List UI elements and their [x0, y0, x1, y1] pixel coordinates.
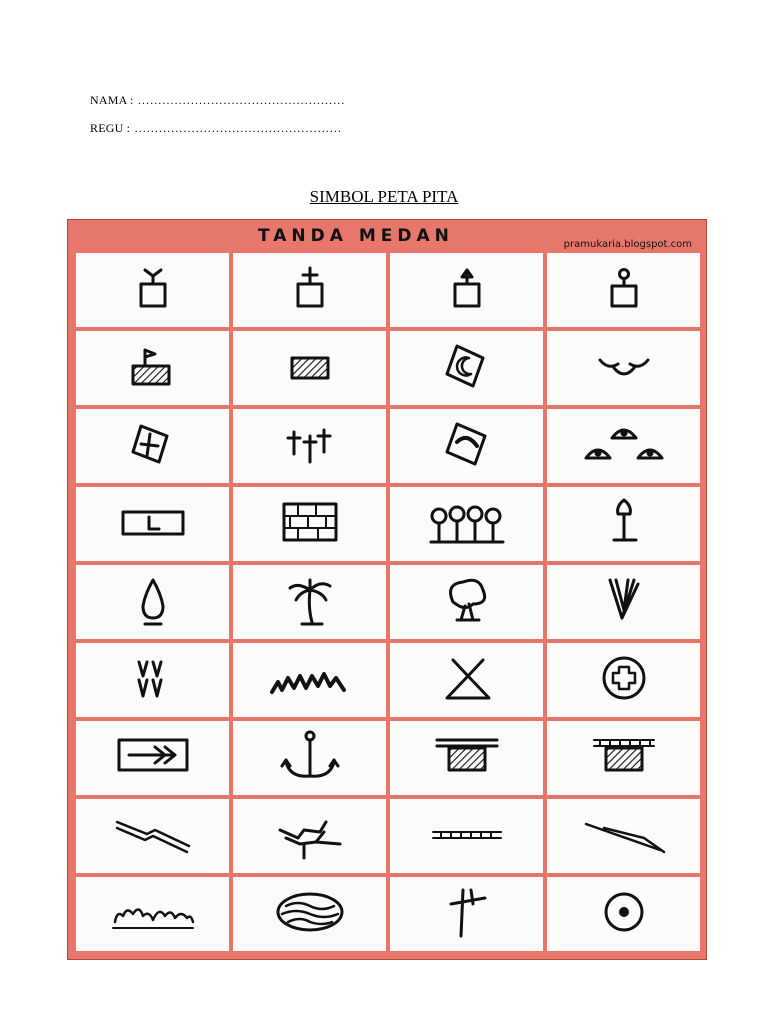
- nama-label: NAMA :: [90, 93, 134, 107]
- brick-box-icon: [260, 492, 360, 556]
- nama-dots: ……………………………………………: [137, 93, 345, 107]
- symbol-cell: [390, 409, 543, 483]
- symbol-cell: [233, 721, 386, 795]
- symbol-cell: [547, 409, 700, 483]
- telegraph-pole-icon: [417, 882, 517, 946]
- symbol-cell: [547, 877, 700, 951]
- bush-line-icon: [103, 882, 203, 946]
- crosses-graveyard-icon: [260, 414, 360, 478]
- zigzag-vegetation-icon: [260, 648, 360, 712]
- hatched-box-icon: [260, 336, 360, 400]
- arch-diamond-icon: [417, 414, 517, 478]
- triangle-x-icon: [417, 648, 517, 712]
- symbol-cell: [233, 331, 386, 405]
- crescent-diamond-icon: [417, 336, 517, 400]
- circle-top-box-icon: [574, 258, 674, 322]
- symbol-cell: [390, 721, 543, 795]
- bridge-hatched-icon: [417, 726, 517, 790]
- symbol-cell: [76, 721, 229, 795]
- symbol-cell: [390, 331, 543, 405]
- double-arrow-box-icon: [103, 726, 203, 790]
- regu-dots: ……………………………………………: [134, 121, 342, 135]
- flag-hatched-box-icon: [103, 336, 203, 400]
- regu-field: [90, 121, 342, 136]
- hospital-circle-icon: [574, 648, 674, 712]
- symbol-cell: [233, 643, 386, 717]
- symbol-cell: [233, 877, 386, 951]
- double-line-road-icon: [103, 804, 203, 868]
- wavy-ellipse-icon: [260, 882, 360, 946]
- single-tree-icon: [574, 492, 674, 556]
- symbol-sheet: [67, 219, 707, 960]
- antenna-box-icon: [103, 258, 203, 322]
- bridge-railing-icon: [574, 726, 674, 790]
- regu-label: REGU :: [90, 121, 131, 135]
- symbol-cell: [390, 565, 543, 639]
- symbol-cell: [547, 643, 700, 717]
- symbol-cell: [390, 799, 543, 873]
- symbol-cell: [76, 487, 229, 561]
- symbol-cell: [547, 331, 700, 405]
- page-title: SIMBOL PETA PITA: [309, 187, 459, 206]
- railway-icon: [417, 804, 517, 868]
- symbol-cell: [547, 721, 700, 795]
- symbol-cell: [76, 253, 229, 327]
- symbol-cell: [547, 253, 700, 327]
- symbol-cell: [233, 799, 386, 873]
- symbol-cell: [547, 799, 700, 873]
- anchor-icon: [260, 726, 360, 790]
- crossing-lines-icon: [574, 804, 674, 868]
- symbol-cell: [547, 487, 700, 561]
- leafy-tree-icon: [417, 570, 517, 634]
- mounds-icon: [574, 414, 674, 478]
- arrow-box-icon: [417, 258, 517, 322]
- symbol-cell: [233, 487, 386, 561]
- symbol-cell: [76, 565, 229, 639]
- symbol-cell: [390, 877, 543, 951]
- symbol-cell: [233, 565, 386, 639]
- cross-box-icon: [260, 258, 360, 322]
- symbol-cell: [390, 487, 543, 561]
- sheet-source: pramukaria.blogspot.com: [563, 239, 692, 250]
- nama-field: [90, 93, 345, 108]
- sheet-header: [68, 220, 706, 252]
- cross-diamond-icon: [103, 414, 203, 478]
- reeds-icon: [574, 570, 674, 634]
- letter-l-box-icon: [103, 492, 203, 556]
- dot-circle-icon: [574, 882, 674, 946]
- symbol-cell: [547, 565, 700, 639]
- flame-icon: [103, 570, 203, 634]
- palm-tree-icon: [260, 570, 360, 634]
- symbol-cell: [233, 253, 386, 327]
- symbol-cell: [390, 253, 543, 327]
- tree-row-icon: [417, 492, 517, 556]
- forked-road-icon: [260, 804, 360, 868]
- grass-double-icon: [103, 648, 203, 712]
- sheet-title: TANDA MEDAN: [258, 226, 454, 246]
- symbol-cell: [390, 643, 543, 717]
- symbol-grid: [76, 253, 700, 951]
- hills-curve-icon: [574, 336, 674, 400]
- symbol-cell: [76, 877, 229, 951]
- symbol-cell: [76, 409, 229, 483]
- symbol-cell: [76, 331, 229, 405]
- symbol-cell: [233, 409, 386, 483]
- symbol-cell: [76, 799, 229, 873]
- symbol-cell: [76, 643, 229, 717]
